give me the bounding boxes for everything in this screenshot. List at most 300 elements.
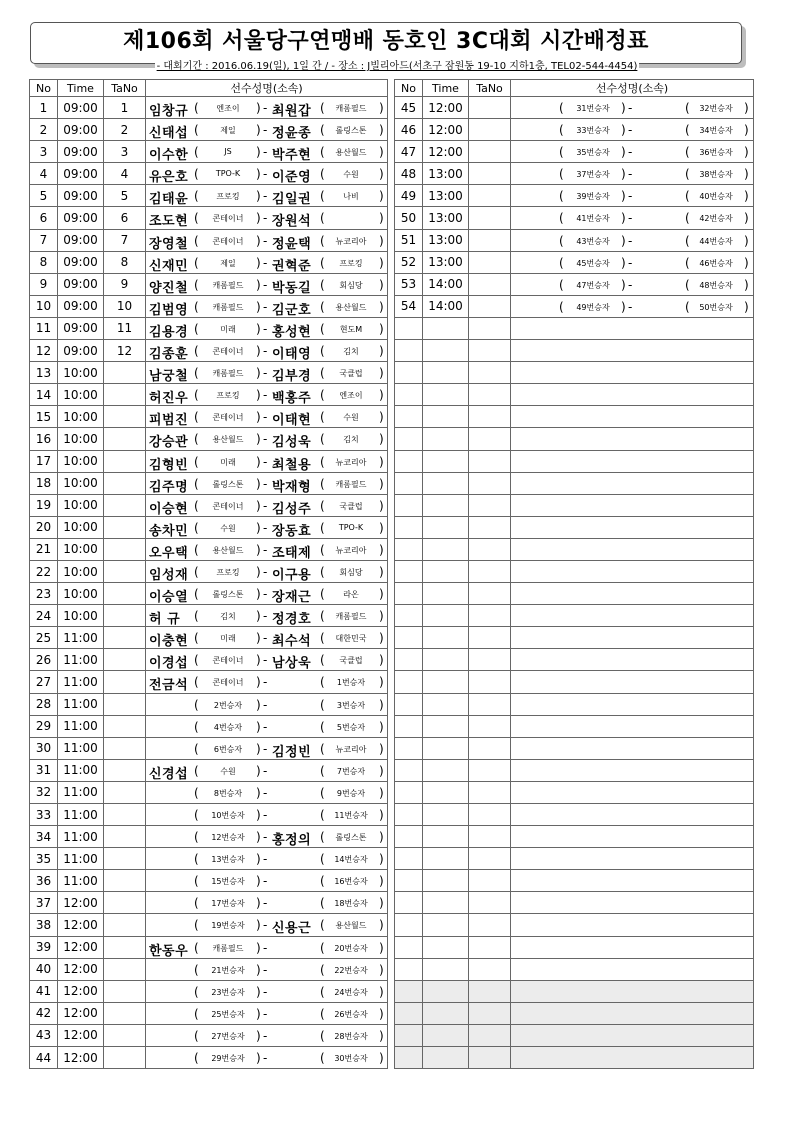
- table-row: [30, 251, 388, 273]
- player1-name: 한동우: [149, 943, 189, 959]
- player2-affiliation: 18번승자: [334, 899, 368, 909]
- player1-affiliation: 제일: [220, 126, 236, 136]
- player1-affiliation: 13번승자: [211, 855, 245, 865]
- player2-affiliation: 나비: [343, 192, 359, 202]
- close-paren: ): [256, 344, 261, 359]
- empty-cell: [511, 627, 754, 649]
- open-paren: (: [194, 145, 199, 160]
- schedule-body-right: [395, 97, 754, 1069]
- empty-cell: [511, 1024, 754, 1046]
- table-row: [395, 317, 754, 339]
- table-row: [30, 273, 388, 295]
- table-row: [30, 406, 388, 428]
- empty-cell: [511, 781, 754, 803]
- empty-cell: [423, 583, 469, 605]
- player1-affiliation: 35번승자: [576, 148, 610, 158]
- vs-separator: -: [628, 233, 633, 248]
- player1-affiliation: 미래: [220, 457, 236, 467]
- match-players: [146, 1047, 388, 1069]
- match-players: [146, 583, 388, 605]
- match-players: [146, 516, 388, 538]
- match-no: 44: [30, 1047, 58, 1069]
- close-paren: ): [379, 962, 384, 977]
- vs-separator: -: [263, 785, 268, 800]
- match-time: 12:00: [58, 980, 104, 1002]
- table-no: 8: [104, 251, 146, 273]
- player1-affiliation: 롤링스톤: [212, 479, 244, 489]
- empty-cell: [469, 1047, 511, 1069]
- table-no: [104, 781, 146, 803]
- close-paren: ): [256, 830, 261, 845]
- close-paren: ): [256, 1051, 261, 1066]
- player1-name: 신태섭: [149, 126, 189, 141]
- match-players: [146, 870, 388, 892]
- player2-affiliation: 롤링스톤: [335, 833, 367, 843]
- match-time: 12:00: [58, 1024, 104, 1046]
- open-paren: (: [320, 763, 325, 778]
- player1-name: 이충현: [149, 634, 189, 649]
- player1-affiliation: 수원: [220, 766, 236, 776]
- close-paren: ): [256, 609, 261, 624]
- player1-name: 김형빈: [149, 457, 189, 473]
- empty-cell: [395, 759, 423, 781]
- table-row: [395, 207, 754, 229]
- table-row: [30, 759, 388, 781]
- close-paren: ): [379, 542, 384, 557]
- table-row: [30, 516, 388, 538]
- empty-cell: [469, 737, 511, 759]
- close-paren: ): [379, 211, 384, 226]
- empty-cell: [511, 693, 754, 715]
- table-no: [469, 97, 511, 119]
- match-no: 14: [30, 384, 58, 406]
- player2-affiliation: 32번승자: [699, 104, 733, 113]
- player2-name: 최수석: [272, 634, 312, 649]
- player2-affiliation: 롤링스톤: [335, 126, 367, 136]
- table-no: [104, 870, 146, 892]
- table-no: [104, 826, 146, 848]
- open-paren: (: [320, 277, 325, 292]
- empty-cell: [395, 384, 423, 406]
- close-paren: ): [621, 189, 626, 204]
- player2-affiliation: 38번승자: [699, 170, 733, 180]
- table-row: [395, 914, 754, 936]
- close-paren: ): [379, 1006, 384, 1021]
- empty-cell: [469, 1024, 511, 1046]
- close-paren: ): [621, 145, 626, 160]
- player2-name: 김정빈: [272, 744, 312, 760]
- empty-cell: [511, 1002, 754, 1024]
- player1-affiliation: 콘테이너: [212, 236, 244, 246]
- table-no: [104, 958, 146, 980]
- close-paren: ): [379, 167, 384, 182]
- vs-separator: -: [263, 984, 268, 999]
- table-row: [395, 428, 754, 450]
- table-row: [30, 560, 388, 582]
- close-paren: ): [744, 167, 749, 182]
- vs-separator: -: [263, 454, 268, 469]
- match-no: 37: [30, 892, 58, 914]
- match-time: 13:00: [423, 251, 469, 273]
- empty-cell: [423, 870, 469, 892]
- empty-cell: [395, 340, 423, 362]
- close-paren: ): [379, 785, 384, 800]
- vs-separator: -: [263, 145, 268, 160]
- vs-separator: -: [263, 123, 268, 138]
- open-paren: (: [320, 145, 325, 160]
- open-paren: (: [320, 984, 325, 999]
- match-players: [146, 892, 388, 914]
- open-paren: (: [194, 410, 199, 425]
- match-no: 21: [30, 538, 58, 560]
- page-title: 제106회 서울당구연맹배 동호인 3C대회 시간배정표: [123, 29, 649, 54]
- player2-affiliation: 라온: [343, 590, 359, 600]
- player1-name: 이경섭: [149, 656, 189, 671]
- match-time: 09:00: [58, 163, 104, 185]
- match-players: [146, 251, 388, 273]
- empty-cell: [511, 494, 754, 516]
- match-no: 43: [30, 1024, 58, 1046]
- match-players: [146, 560, 388, 582]
- vs-separator: -: [628, 123, 633, 138]
- empty-cell: [469, 560, 511, 582]
- open-paren: (: [320, 299, 325, 314]
- close-paren: ): [256, 498, 261, 513]
- table-row: [30, 97, 388, 119]
- empty-cell: [395, 649, 423, 671]
- empty-cell: [511, 384, 754, 406]
- close-paren: ): [256, 454, 261, 469]
- empty-cell: [511, 406, 754, 428]
- table-row: [30, 693, 388, 715]
- player1-name: 허진우: [149, 391, 189, 406]
- empty-cell: [469, 980, 511, 1002]
- vs-separator: -: [628, 189, 633, 204]
- vs-separator: -: [263, 388, 268, 403]
- open-paren: (: [559, 167, 564, 182]
- player1-affiliation: 25번승자: [211, 1009, 245, 1019]
- empty-cell: [395, 560, 423, 582]
- close-paren: ): [379, 498, 384, 513]
- match-players: [146, 450, 388, 472]
- open-paren: (: [320, 388, 325, 403]
- player2-name: 정윤택: [272, 236, 312, 252]
- match-no: 54: [395, 295, 423, 317]
- player1-affiliation: 41번승자: [576, 214, 610, 224]
- open-paren: (: [194, 344, 199, 359]
- player1-affiliation: 45번승자: [576, 258, 610, 268]
- match-no: 1: [30, 97, 58, 119]
- player2-affiliation: 22번승자: [334, 965, 368, 975]
- empty-cell: [469, 472, 511, 494]
- empty-cell: [469, 870, 511, 892]
- open-paren: (: [685, 277, 690, 292]
- player2-name: 박동길: [272, 280, 312, 296]
- open-paren: (: [685, 189, 690, 204]
- table-no: [104, 671, 146, 693]
- close-paren: ): [256, 211, 261, 226]
- vs-separator: -: [263, 1028, 268, 1043]
- match-no: 19: [30, 494, 58, 516]
- match-time: 11:00: [58, 781, 104, 803]
- table-row: [395, 362, 754, 384]
- match-players: [146, 428, 388, 450]
- table-row: [30, 1002, 388, 1024]
- player1-affiliation: 47번승자: [576, 280, 610, 290]
- table-row: [30, 472, 388, 494]
- open-paren: (: [320, 211, 325, 226]
- open-paren: (: [194, 498, 199, 513]
- open-paren: (: [194, 564, 199, 579]
- match-no: 22: [30, 560, 58, 582]
- open-paren: (: [194, 321, 199, 336]
- empty-cell: [469, 340, 511, 362]
- table-no: [469, 163, 511, 185]
- close-paren: ): [256, 255, 261, 270]
- vs-separator: -: [263, 962, 268, 977]
- empty-cell: [469, 848, 511, 870]
- open-paren: (: [320, 896, 325, 911]
- empty-cell: [395, 826, 423, 848]
- empty-cell: [469, 516, 511, 538]
- match-no: 20: [30, 516, 58, 538]
- empty-cell: [469, 538, 511, 560]
- match-players: [146, 980, 388, 1002]
- open-paren: (: [194, 299, 199, 314]
- player1-name: 이승현: [149, 501, 189, 517]
- close-paren: ): [256, 896, 261, 911]
- match-no: 25: [30, 627, 58, 649]
- open-paren: (: [685, 101, 690, 115]
- match-players: [146, 627, 388, 649]
- open-paren: (: [194, 763, 199, 778]
- empty-cell: [469, 914, 511, 936]
- player2-affiliation: 수원: [343, 413, 359, 423]
- empty-cell: [511, 605, 754, 627]
- empty-cell: [395, 980, 423, 1002]
- open-paren: (: [320, 631, 325, 646]
- player1-affiliation: 프로킹: [216, 567, 240, 577]
- open-paren: (: [320, 741, 325, 756]
- player1-affiliation: 엔조이: [216, 104, 240, 113]
- close-paren: ): [256, 233, 261, 248]
- player2-affiliation: 캐롬필드: [335, 612, 367, 622]
- table-row: [30, 317, 388, 339]
- table-no: 11: [104, 317, 146, 339]
- player1-name: 이수한: [149, 148, 189, 163]
- player2-affiliation: 46번승자: [699, 258, 733, 268]
- table-row: [395, 516, 754, 538]
- empty-cell: [511, 317, 754, 339]
- player2-name: 정경호: [272, 612, 312, 627]
- match-time: 12:00: [58, 914, 104, 936]
- match-time: 10:00: [58, 516, 104, 538]
- vs-separator: -: [263, 498, 268, 513]
- open-paren: (: [559, 189, 564, 204]
- table-row: [30, 428, 388, 450]
- player2-name: 최원갑: [272, 104, 312, 119]
- empty-cell: [423, 848, 469, 870]
- player1-affiliation: 캐롬필드: [212, 302, 244, 312]
- close-paren: ): [744, 101, 749, 115]
- match-no: 17: [30, 450, 58, 472]
- open-paren: (: [194, 896, 199, 911]
- player2-affiliation: 캐롬필드: [335, 104, 367, 113]
- open-paren: (: [320, 255, 325, 270]
- empty-cell: [511, 472, 754, 494]
- table-no: 10: [104, 295, 146, 317]
- empty-cell: [423, 826, 469, 848]
- match-time: 13:00: [423, 229, 469, 251]
- empty-cell: [423, 715, 469, 737]
- match-players: [511, 185, 754, 207]
- table-row: [395, 649, 754, 671]
- player1-affiliation: 프로킹: [216, 192, 240, 202]
- open-paren: (: [685, 123, 690, 138]
- open-paren: (: [320, 830, 325, 845]
- player2-name: 홍정의: [272, 833, 312, 848]
- player1-name: 양진철: [149, 280, 189, 296]
- close-paren: ): [256, 299, 261, 314]
- open-paren: (: [194, 631, 199, 646]
- open-paren: (: [559, 233, 564, 248]
- table-no: [104, 1047, 146, 1069]
- close-paren: ): [256, 1028, 261, 1043]
- empty-cell: [469, 958, 511, 980]
- vs-separator: -: [263, 808, 268, 822]
- player2-name: 김군호: [272, 302, 312, 318]
- vs-separator: -: [263, 697, 268, 712]
- player2-affiliation: 뉴코리아: [335, 236, 367, 246]
- match-time: 11:00: [58, 826, 104, 848]
- match-no: 10: [30, 295, 58, 317]
- empty-cell: [395, 538, 423, 560]
- match-time: 09:00: [58, 141, 104, 163]
- header-tano: TaNo: [469, 80, 511, 97]
- match-players: [146, 472, 388, 494]
- vs-separator: -: [628, 255, 633, 270]
- empty-cell: [469, 450, 511, 472]
- close-paren: ): [256, 675, 261, 690]
- player1-affiliation: 19번승자: [211, 921, 245, 931]
- open-paren: (: [194, 233, 199, 248]
- table-no: [104, 1002, 146, 1024]
- open-paren: (: [194, 587, 199, 602]
- empty-cell: [469, 605, 511, 627]
- table-no: [104, 516, 146, 538]
- match-no: 50: [395, 207, 423, 229]
- table-row: [395, 1002, 754, 1024]
- player2-affiliation: 16번승자: [334, 877, 368, 887]
- player1-affiliation: 15번승자: [211, 877, 245, 887]
- table-no: [104, 715, 146, 737]
- open-paren: (: [194, 675, 199, 690]
- table-row: [395, 671, 754, 693]
- player2-affiliation: 김치: [343, 435, 359, 445]
- match-players: [511, 141, 754, 163]
- open-paren: (: [194, 476, 199, 491]
- vs-separator: -: [263, 564, 268, 579]
- event-info: [0, 57, 794, 72]
- match-players: [146, 494, 388, 516]
- match-no: 30: [30, 737, 58, 759]
- empty-cell: [423, 649, 469, 671]
- open-paren: (: [559, 123, 564, 138]
- open-paren: (: [685, 299, 690, 314]
- match-time: 10:00: [58, 428, 104, 450]
- match-time: 10:00: [58, 472, 104, 494]
- empty-cell: [469, 317, 511, 339]
- table-row: [30, 583, 388, 605]
- vs-separator: -: [263, 830, 268, 845]
- open-paren: (: [685, 255, 690, 270]
- table-row: [395, 759, 754, 781]
- player1-name: 조도현: [149, 214, 189, 230]
- player2-name: 김일권: [272, 192, 312, 207]
- player1-name: 오우택: [149, 545, 189, 561]
- table-row: [30, 848, 388, 870]
- player2-affiliation: 국클럽: [339, 656, 363, 666]
- open-paren: (: [320, 476, 325, 491]
- match-players: [146, 693, 388, 715]
- table-row: [30, 980, 388, 1002]
- match-no: 9: [30, 273, 58, 295]
- table-no: [104, 560, 146, 582]
- close-paren: ): [256, 432, 261, 447]
- vs-separator: -: [263, 741, 268, 756]
- match-no: 24: [30, 605, 58, 627]
- player1-affiliation: 10번승자: [211, 811, 245, 820]
- table-row: [30, 826, 388, 848]
- open-paren: (: [194, 918, 199, 933]
- match-time: 12:00: [58, 1002, 104, 1024]
- close-paren: ): [379, 233, 384, 248]
- table-row: [395, 163, 754, 185]
- empty-cell: [395, 892, 423, 914]
- empty-cell: [511, 870, 754, 892]
- table-row: [395, 472, 754, 494]
- table-row: [395, 185, 754, 207]
- close-paren: ): [379, 830, 384, 845]
- open-paren: (: [194, 808, 199, 822]
- schedule-table-right: [394, 79, 754, 1069]
- close-paren: ): [744, 123, 749, 138]
- table-row: [30, 229, 388, 251]
- vs-separator: -: [263, 763, 268, 778]
- empty-cell: [511, 892, 754, 914]
- match-time: 09:00: [58, 185, 104, 207]
- player2-affiliation: 현도M: [339, 324, 363, 334]
- match-players: [146, 295, 388, 317]
- table-no: [104, 759, 146, 781]
- table-row: [30, 781, 388, 803]
- player2-affiliation: 국클럽: [339, 501, 363, 511]
- match-players: [146, 273, 388, 295]
- player2-affiliation: 뉴코리아: [335, 457, 367, 467]
- vs-separator: -: [263, 255, 268, 270]
- table-no: [104, 627, 146, 649]
- empty-cell: [423, 980, 469, 1002]
- match-players: [146, 185, 388, 207]
- match-players: [511, 295, 754, 317]
- header-no: No: [30, 80, 58, 97]
- player2-affiliation: 40번승자: [699, 192, 733, 202]
- match-no: 2: [30, 119, 58, 141]
- vs-separator: -: [263, 321, 268, 336]
- empty-cell: [423, 428, 469, 450]
- match-no: 36: [30, 870, 58, 892]
- match-time: 11:00: [58, 737, 104, 759]
